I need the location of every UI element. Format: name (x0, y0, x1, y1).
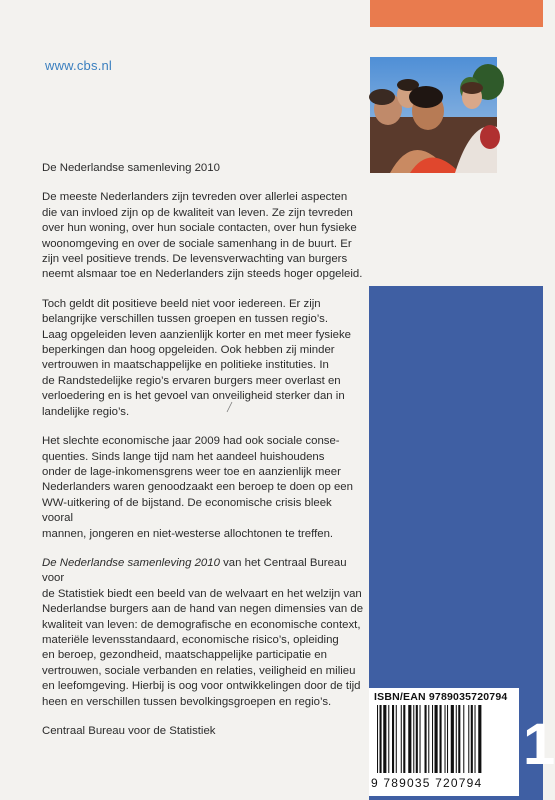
orange-header-band (370, 0, 543, 27)
back-cover-text (42, 161, 364, 753)
paragraph-4 (42, 556, 364, 710)
barcode-icon (377, 705, 513, 773)
publisher-signature: Centraal Bureau voor de Statistiek (42, 725, 216, 737)
isbn-text: ISBN/EAN 9789035720794 (374, 691, 508, 703)
paragraph-1: De meeste Nederlanders zijn tevreden over allerlei aspecten die van invloed zijn op de kwaliteit van leven. Ze zijn tevreden over hun woning, over hun sociale contacten, over hun fysieke woonomgeving en over de sociale samenhang in de buurt. Er zijn veel positieve trends. De levensverwachting van burgers neemt alsmaar toe en Nederlanders zijn steeds hoger opgeleid. (42, 191, 363, 281)
paragraph-4-body: van het Centraal Bureau voor de Statistiek biedt een beeld van de welvaart en het welzijn van Nederlandse burgers aan de hand van negen dimensies van de kwaliteit van leven: de demografische en economische context, materiële levensstandaard, economische risico’s, opleiding en beroep, gezondheid, maatschappelijke participatie en vertrouwen, sociale verbanden en relaties, veiligheid en milieu en leefomgeving. Hierbij is oog voor ontwikkelingen door de tijd heen en verschillen tussen bevolkingsgroepen en regio’s. (42, 556, 364, 708)
spine-number: 1 (523, 712, 555, 777)
paragraph-3: Het slechte economische jaar 2009 had ook sociale conse- quenties. Sinds lange tijd nam het aandeel huishoudens onder de lage-inkomensgrens weer toe en aanzienlijk meer Nederlanders waren genoodzaakt een beroep te doen op een WW-uitkering of de bijstand. De economische crisis bleek vooral mannen, jongeren en niet-westerse allochtonen te treffen. (42, 435, 353, 540)
paragraph-2: Toch geldt dit positieve beeld niet voor iedereen. Er zijn belangrijke verschillen tussen groepen en tussen regio’s. Laag opgeleiden leven aanzienlijk korter en met meer fysieke beperkingen dan hoog opgeleiden. Ook hebben zij minder vertrouwen in maatschappelijke en politieke instituties. In de Randstedelijke regio’s ervaren burgers meer overlast en verloedering en is het gevoel van onveiligheid sterker dan in landelijke regio’s. (42, 297, 351, 418)
barcode-label (369, 688, 519, 796)
barcode-digits: 9 789035 720794 (371, 776, 483, 790)
pen-mark-icon (225, 400, 235, 414)
paragraph-4-book-title: De Nederlandse samenleving 2010 (42, 556, 220, 569)
book-title: De Nederlandse samenleving 2010 (42, 162, 220, 174)
crowd-photo-icon (370, 57, 497, 173)
website-url[interactable]: www.cbs.nl (45, 58, 113, 73)
crowd-photo (370, 57, 497, 173)
